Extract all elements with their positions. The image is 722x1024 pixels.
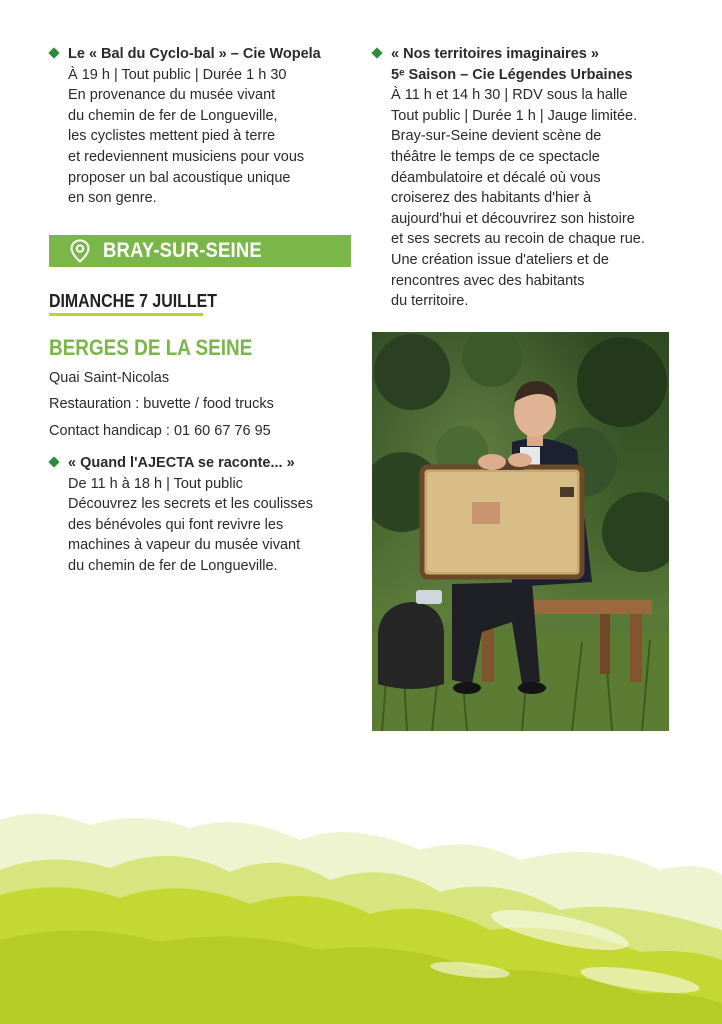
venue-title: BERGES DE LA SEINE <box>49 335 253 360</box>
event-line: les cyclistes mettent pied à terre <box>68 128 276 145</box>
event-line: déambulatoire et décalé où vous <box>391 169 601 186</box>
event-line: Tout public | Durée 1 h | Jauge limitée. <box>391 107 638 124</box>
venue-events <box>49 453 351 577</box>
event-territoires <box>372 44 672 312</box>
event-line: À 11 h et 14 h 30 | RDV sous la halle <box>391 87 628 104</box>
right-column <box>372 44 672 312</box>
diamond-bullet-icon <box>48 47 59 58</box>
event-line: Une création issue d'ateliers et de <box>391 251 609 268</box>
event-ajecta <box>49 453 351 577</box>
venue-catering: Restauration : buvette / food trucks <box>49 396 274 412</box>
event-line: théâtre le temps de ce spectacle <box>391 148 600 165</box>
venue-address: Quai Saint-Nicolas <box>49 370 170 386</box>
location-name: BRAY-SUR-SEINE <box>103 239 262 262</box>
event-line: croiserez des habitants d'hier à <box>391 190 592 207</box>
event-line: du chemin de fer de Longueville. <box>68 557 278 574</box>
event-title: Le « Bal du Cyclo-bal » – Cie Wopela <box>68 46 321 62</box>
date-heading: DIMANCHE 7 JUILLET <box>49 290 217 311</box>
event-line: De 11 h à 18 h | Tout public <box>68 475 243 492</box>
event-line: Découvrez les secrets et les coulisses <box>68 496 313 513</box>
event-line: des bénévoles qui font revivre les <box>68 516 284 533</box>
performer-illustration <box>372 332 669 731</box>
date-underline <box>49 313 203 316</box>
event-line: en son genre. <box>68 190 157 207</box>
event-title: « Nos territoires imaginaires » <box>391 46 599 62</box>
diamond-bullet-icon <box>371 47 382 58</box>
venue-contact: Contact handicap : 01 60 67 76 95 <box>49 423 271 439</box>
performer-photo <box>372 332 669 731</box>
event-line: aujourd'hui et découvrirez son histoire <box>391 210 635 227</box>
event-line: et ses secrets au recoin de chaque rue. <box>391 231 645 248</box>
event-line: machines à vapeur du musée vivant <box>68 537 301 554</box>
event-line: rencontres avec des habitants <box>391 272 585 289</box>
event-line: proposer un bal acoustique unique <box>68 169 291 186</box>
left-column <box>49 44 351 209</box>
event-line: À 19 h | Tout public | Durée 1 h 30 <box>68 66 287 83</box>
event-title: « Quand l'AJECTA se raconte... » <box>68 455 295 471</box>
paint-splash-decoration <box>0 780 722 1024</box>
map-pin-icon <box>69 239 91 263</box>
event-line: et redeviennent musiciens pour vous <box>68 148 305 165</box>
event-line: du chemin de fer de Longueville, <box>68 107 278 124</box>
event-bal-cyclo <box>49 44 351 209</box>
event-line: En provenance du musée vivant <box>68 87 276 104</box>
event-line: Bray-sur-Seine devient scène de <box>391 128 602 145</box>
event-line: du territoire. <box>391 293 469 310</box>
event-subtitle: 5ᵉ Saison – Cie Légendes Urbaines <box>391 66 633 83</box>
diamond-bullet-icon <box>48 456 59 467</box>
location-banner <box>49 235 351 267</box>
